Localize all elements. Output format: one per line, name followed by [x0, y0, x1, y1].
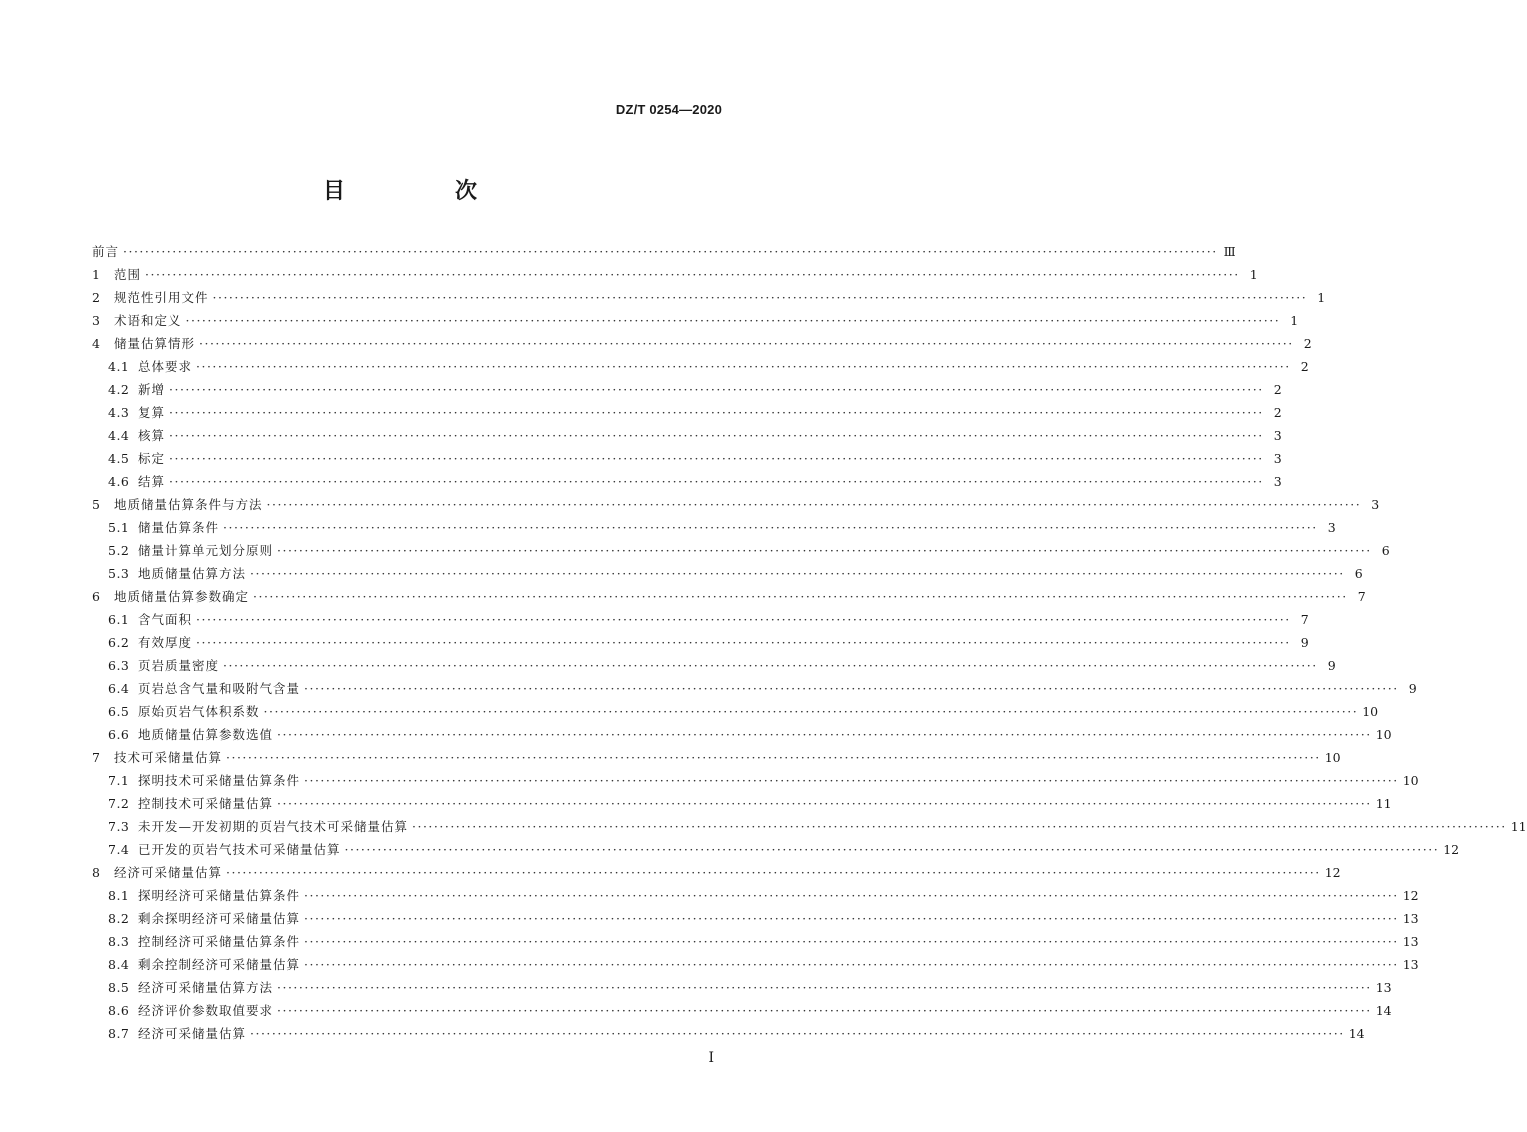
toc-entry-number: 8.4 — [108, 957, 130, 972]
toc-entry-title: 探明经济可采储量估算条件 — [138, 888, 301, 903]
toc-entry-page: 14 — [1348, 1026, 1365, 1041]
toc-entry-title: 剩余控制经济可采储量估算 — [138, 957, 301, 972]
toc-entry-title: 控制经济可采储量估算条件 — [138, 934, 301, 949]
toc-entry-title: 储量估算情形 — [114, 336, 196, 351]
toc-leader-dots: ········································································································································································································ — [304, 957, 1399, 972]
toc-leader-dots: ········································································································································································································ — [226, 865, 1321, 880]
toc-entry-page: 3 — [1273, 428, 1282, 443]
toc-entry-page: Ⅲ — [1223, 244, 1236, 259]
toc-entry-title: 标定 — [138, 451, 166, 466]
toc-entry-page: 10 — [1375, 727, 1392, 742]
toc-entry[interactable] — [92, 930, 1419, 953]
toc-leader-dots: ········································································································································································································ — [304, 888, 1399, 903]
toc-entry-number: 4.5 — [108, 451, 130, 466]
toc-entry[interactable] — [92, 493, 1380, 516]
toc-entry-number: 8.3 — [108, 934, 130, 949]
toc-entry[interactable] — [92, 999, 1392, 1022]
toc-entry-number: 7.4 — [108, 842, 130, 857]
toc-entry-number: 1 — [92, 267, 101, 282]
toc-entry[interactable] — [92, 769, 1419, 792]
toc-leader-dots: ········································································································································································································ — [304, 934, 1399, 949]
toc-leader-dots: ········································································································································································································ — [344, 842, 1440, 857]
toc-entry[interactable] — [92, 470, 1282, 493]
toc-entry[interactable] — [92, 562, 1363, 585]
toc-entry-title: 核算 — [138, 428, 166, 443]
toc-entry-number: 6.3 — [108, 658, 130, 673]
toc-entry-title: 地质储量估算方法 — [138, 566, 247, 581]
toc-leader-dots: ········································································································································································································ — [169, 451, 1264, 466]
toc-entry[interactable] — [92, 585, 1366, 608]
toc-entry-number: 8.6 — [108, 1003, 130, 1018]
toc-entry-page: 1 — [1290, 313, 1299, 328]
toc-entry-page: 9 — [1300, 635, 1309, 650]
toc-leader-dots: ········································································································································································································ — [169, 428, 1264, 443]
toc-entry-title: 储量计算单元划分原则 — [138, 543, 274, 558]
toc-entry-page: 14 — [1375, 1003, 1392, 1018]
toc-entry-page: 11 — [1510, 819, 1527, 834]
toc-entry[interactable] — [92, 355, 1309, 378]
toc-entry-title: 复算 — [138, 405, 166, 420]
toc-entry-page: 3 — [1327, 520, 1336, 535]
standard-code: DZ/T 0254—2020 — [615, 102, 722, 117]
toc-entry-number: 7.2 — [108, 796, 130, 811]
toc-entry[interactable] — [92, 700, 1379, 723]
toc-entry-number: 6.6 — [108, 727, 130, 742]
toc-leader-dots: ········································································································································································································ — [169, 474, 1264, 489]
toc-entry-number: 5.3 — [108, 566, 130, 581]
toc-entry-page: 3 — [1273, 451, 1282, 466]
toc-entry-number: 7.1 — [108, 773, 130, 788]
toc-entry-page: 2 — [1303, 336, 1312, 351]
toc-entry[interactable] — [92, 884, 1419, 907]
toc-entry-page: 11 — [1375, 796, 1392, 811]
toc-leader-dots: ········································································································································································································ — [304, 911, 1399, 926]
toc-entry[interactable] — [92, 746, 1341, 769]
toc-entry-number: 8.5 — [108, 980, 130, 995]
toc-entry-page: 6 — [1381, 543, 1390, 558]
toc-entry[interactable] — [92, 976, 1392, 999]
toc-leader-dots: ········································································································································································································ — [250, 1026, 1345, 1041]
toc-entry[interactable] — [92, 631, 1309, 654]
toc-entry-page: 12 — [1443, 842, 1460, 857]
toc-entry-number: 3 — [92, 313, 101, 328]
toc-entry[interactable] — [92, 401, 1282, 424]
toc-entry[interactable] — [92, 332, 1312, 355]
toc-entry-number: 4 — [92, 336, 101, 351]
toc-entry-title: 经济评价参数取值要求 — [138, 1003, 274, 1018]
toc-entry[interactable] — [92, 539, 1390, 562]
toc-entry-number: 4.3 — [108, 405, 130, 420]
toc-entry-title: 经济可采储量估算方法 — [138, 980, 274, 995]
toc-leader-dots: ········································································································································································································ — [145, 267, 1240, 282]
toc-entry[interactable] — [92, 608, 1309, 631]
toc-entry-title: 有效厚度 — [138, 635, 193, 650]
toc-entry-page: 9 — [1408, 681, 1417, 696]
toc-entry-page: 10 — [1324, 750, 1341, 765]
toc-entry-page: 10 — [1402, 773, 1419, 788]
toc-leader-dots: ········································································································································································································ — [277, 543, 1372, 558]
toc-entry[interactable] — [92, 792, 1392, 815]
toc-leader-dots: ········································································································································································································ — [212, 290, 1308, 305]
page-title: 目 次 — [322, 179, 521, 204]
toc-leader-dots: ········································································································································································································ — [226, 750, 1321, 765]
toc-entry-page: 2 — [1273, 405, 1282, 420]
toc-leader-dots: ········································································································································································································ — [277, 796, 1372, 811]
toc-entry-number: 4.2 — [108, 382, 130, 397]
toc-entry-number: 4.1 — [108, 359, 130, 374]
toc-entry-title: 地质储量估算参数确定 — [114, 589, 250, 604]
toc-entry-title: 新增 — [138, 382, 166, 397]
toc-entry[interactable] — [92, 447, 1282, 470]
toc-entry-title: 剩余探明经济可采储量估算 — [138, 911, 301, 926]
toc-entry-number: 8.2 — [108, 911, 130, 926]
toc-entry-title: 未开发—开发初期的页岩气技术可采储量估算 — [138, 819, 409, 834]
table-of-contents — [92, 240, 1527, 1045]
toc-leader-dots: ········································································································································································································ — [250, 566, 1345, 581]
toc-entry-page: 3 — [1273, 474, 1282, 489]
toc-leader-dots: ········································································································································································································ — [304, 773, 1399, 788]
toc-entry-title: 经济可采储量估算 — [138, 1026, 247, 1041]
toc-entry-title: 规范性引用文件 — [114, 290, 209, 305]
toc-entry-number: 8.1 — [108, 888, 130, 903]
toc-entry-number: 6.2 — [108, 635, 130, 650]
toc-entry[interactable] — [92, 953, 1419, 976]
toc-entry-page: 13 — [1375, 980, 1392, 995]
toc-entry[interactable] — [92, 240, 1236, 263]
toc-leader-dots: ········································································································································································································ — [266, 497, 1362, 512]
toc-entry-number: 6.5 — [108, 704, 130, 719]
toc-entry-number: 8.7 — [108, 1026, 130, 1041]
toc-entry[interactable] — [92, 286, 1326, 309]
toc-entry-title: 经济可采储量估算 — [114, 865, 223, 880]
toc-entry-page: 12 — [1324, 865, 1341, 880]
toc-entry-number: 2 — [92, 290, 101, 305]
toc-entry[interactable] — [92, 861, 1341, 884]
toc-entry-title: 术语和定义 — [114, 313, 182, 328]
toc-entry-number: 5 — [92, 497, 101, 512]
toc-entry[interactable] — [92, 907, 1419, 930]
toc-leader-dots: ········································································································································································································ — [277, 1003, 1372, 1018]
toc-entry-title: 结算 — [138, 474, 166, 489]
toc-entry[interactable] — [92, 424, 1282, 447]
toc-entry-page: 7 — [1357, 589, 1366, 604]
toc-leader-dots: ········································································································································································································ — [277, 727, 1372, 742]
toc-leader-dots: ········································································································································································································ — [196, 359, 1291, 374]
page-number: Ⅰ — [708, 1050, 714, 1066]
toc-entry[interactable] — [92, 815, 1527, 838]
toc-leader-dots: ········································································································································································································ — [123, 244, 1218, 259]
toc-entry[interactable] — [92, 654, 1336, 677]
toc-leader-dots: ········································································································································································································ — [263, 704, 1359, 719]
toc-entry-page: 12 — [1402, 888, 1419, 903]
toc-entry-page: 6 — [1354, 566, 1363, 581]
toc-entry-title: 总体要求 — [138, 359, 193, 374]
toc-leader-dots: ········································································································································································································ — [223, 520, 1318, 535]
toc-leader-dots: ········································································································································································································ — [196, 612, 1291, 627]
toc-leader-dots: ········································································································································································································ — [169, 405, 1264, 420]
toc-entry-page: 2 — [1273, 382, 1282, 397]
toc-entry-title: 页岩总含气量和吸附气含量 — [138, 681, 301, 696]
toc-entry-page: 2 — [1300, 359, 1309, 374]
toc-entry-page: 1 — [1317, 290, 1326, 305]
toc-entry[interactable] — [92, 309, 1299, 332]
toc-entry[interactable] — [92, 723, 1392, 746]
toc-entry-number: 4.4 — [108, 428, 130, 443]
toc-leader-dots: ········································································································································································································ — [277, 980, 1372, 995]
toc-entry-page: 13 — [1402, 957, 1419, 972]
toc-entry-title: 技术可采储量估算 — [114, 750, 223, 765]
toc-entry-title: 地质储量估算参数选值 — [138, 727, 274, 742]
toc-entry[interactable] — [92, 378, 1282, 401]
toc-entry-title: 地质储量估算条件与方法 — [114, 497, 263, 512]
toc-entry-page: 10 — [1362, 704, 1379, 719]
toc-entry-number: 6 — [92, 589, 101, 604]
toc-entry-title: 探明技术可采储量估算条件 — [138, 773, 301, 788]
toc-entry-number: 6.1 — [108, 612, 130, 627]
toc-leader-dots: ········································································································································································································ — [304, 681, 1399, 696]
toc-leader-dots: ········································································································································································································ — [185, 313, 1281, 328]
toc-entry-page: 1 — [1249, 267, 1258, 282]
toc-leader-dots: ········································································································································································································ — [223, 658, 1318, 673]
toc-entry-title: 储量估算条件 — [138, 520, 220, 535]
toc-entry-title: 控制技术可采储量估算 — [138, 796, 274, 811]
toc-entry-title: 原始页岩气体积系数 — [138, 704, 260, 719]
toc-entry[interactable] — [92, 263, 1258, 286]
toc-entry[interactable] — [92, 1022, 1365, 1045]
toc-entry-page: 13 — [1402, 934, 1419, 949]
toc-entry-title: 范围 — [114, 267, 142, 282]
toc-entry-number: 7 — [92, 750, 101, 765]
toc-entry-number: 7.3 — [108, 819, 130, 834]
toc-leader-dots: ········································································································································································································ — [412, 819, 1507, 834]
toc-leader-dots: ········································································································································································································ — [199, 336, 1294, 351]
toc-leader-dots: ········································································································································································································ — [196, 635, 1291, 650]
toc-entry-title: 已开发的页岩气技术可采储量估算 — [138, 842, 341, 857]
toc-entry-number: 6.4 — [108, 681, 130, 696]
toc-entry-title: 页岩质量密度 — [138, 658, 220, 673]
toc-entry-page: 3 — [1371, 497, 1380, 512]
toc-entry-number: 4.6 — [108, 474, 130, 489]
toc-leader-dots: ········································································································································································································ — [169, 382, 1264, 397]
toc-entry-title: 前言 — [92, 244, 120, 259]
toc-entry-title: 含气面积 — [138, 612, 193, 627]
toc-entry-number: 5.1 — [108, 520, 130, 535]
toc-leader-dots: ········································································································································································································ — [253, 589, 1348, 604]
toc-entry-page: 13 — [1402, 911, 1419, 926]
toc-entry-number: 5.2 — [108, 543, 130, 558]
toc-entry[interactable] — [92, 516, 1336, 539]
toc-entry-number: 8 — [92, 865, 101, 880]
toc-entry[interactable] — [92, 838, 1460, 861]
toc-entry[interactable] — [92, 677, 1417, 700]
toc-entry-page: 9 — [1327, 658, 1336, 673]
toc-entry-page: 7 — [1300, 612, 1309, 627]
